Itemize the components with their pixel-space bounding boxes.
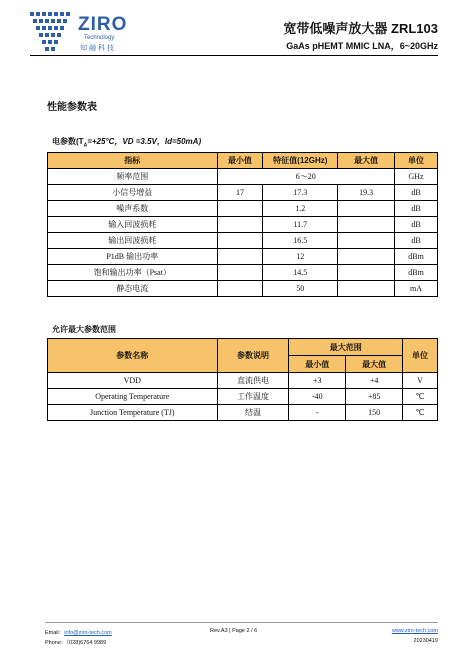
col-header: 特征值(12GHz) — [263, 153, 338, 169]
param-name: 饱和输出功率（Psat） — [48, 265, 218, 281]
col-header: 最大范围 — [289, 339, 403, 356]
max-ratings-title: 允许最大参数范围 — [52, 325, 116, 334]
param-max: 19.3 — [338, 185, 395, 201]
param-typ: 12 — [263, 249, 338, 265]
table-header-row — [48, 339, 438, 356]
param-unit: dBm — [395, 249, 438, 265]
param-typ: 11.7 — [263, 217, 338, 233]
table-row — [48, 265, 438, 281]
col-header: 最小值 — [217, 153, 263, 169]
table-header-row — [48, 153, 438, 169]
footer-email — [45, 628, 112, 636]
table-row — [48, 249, 438, 265]
param-name: VDD — [48, 373, 218, 389]
param-min: - — [289, 405, 346, 421]
param-name: 输出回波损耗 — [48, 233, 218, 249]
param-name: 输入回波损耗 — [48, 217, 218, 233]
param-min — [217, 233, 263, 249]
param-min: 17 — [217, 185, 263, 201]
param-value: 6～20 — [217, 169, 395, 185]
table-row — [48, 281, 438, 297]
param-name: Junction Temperature (TJ) — [48, 405, 218, 421]
param-max: 150 — [346, 405, 403, 421]
param-min — [217, 281, 263, 297]
product-subtitle: GaAs pHEMT MMIC LNA，6~20GHz — [286, 41, 438, 51]
param-min — [217, 265, 263, 281]
param-name: 噪声系数 — [48, 201, 218, 217]
param-unit: ℃ — [403, 405, 438, 421]
param-typ: 1.2 — [263, 201, 338, 217]
param-min — [217, 249, 263, 265]
col-header: 单位 — [403, 339, 438, 373]
product-title: 宽带低噪声放大器 ZRL103 — [283, 21, 438, 36]
param-max — [338, 281, 395, 297]
footer-date: 20230419 — [413, 638, 438, 644]
param-max — [338, 201, 395, 217]
col-header: 最大值 — [338, 153, 395, 169]
col-header: 参数名称 — [48, 339, 218, 373]
logo-subtitle-cn: 知融科技 — [80, 45, 116, 52]
footer-divider — [45, 622, 438, 623]
param-max: +85 — [346, 389, 403, 405]
param-unit: dB — [395, 201, 438, 217]
col-header: 最大值 — [346, 356, 403, 373]
col-header: 参数说明 — [217, 339, 289, 373]
table-row — [48, 185, 438, 201]
param-name: 静态电流 — [48, 281, 218, 297]
header-divider — [30, 55, 438, 56]
electrical-params-table — [47, 152, 438, 297]
col-header: 单位 — [395, 153, 438, 169]
param-max: +4 — [346, 373, 403, 389]
param-unit: dB — [395, 233, 438, 249]
table-row — [48, 169, 438, 185]
elec-title-prefix: 电参数(T — [52, 137, 84, 146]
param-unit: dBm — [395, 265, 438, 281]
param-desc: 结温 — [217, 405, 289, 421]
section-title: 性能参数表 — [47, 102, 97, 113]
table-row — [48, 201, 438, 217]
param-typ: 17.3 — [263, 185, 338, 201]
param-name: Operating Temperature — [48, 389, 218, 405]
col-header: 最小值 — [289, 356, 346, 373]
param-unit: GHz — [395, 169, 438, 185]
table-row — [48, 373, 438, 389]
email-link[interactable]: info@ziro-tech.com — [64, 630, 112, 636]
param-name: 频率范围 — [48, 169, 218, 185]
param-name: 小信号增益 — [48, 185, 218, 201]
elec-title-sub: A — [83, 142, 88, 149]
param-min — [217, 201, 263, 217]
param-desc: 工作温度 — [217, 389, 289, 405]
param-typ: 50 — [263, 281, 338, 297]
table-row — [48, 389, 438, 405]
param-unit: dB — [395, 217, 438, 233]
param-unit: ℃ — [403, 389, 438, 405]
table-row — [48, 217, 438, 233]
param-max — [338, 249, 395, 265]
elec-params-title — [52, 136, 201, 149]
param-typ: 14.5 — [263, 265, 338, 281]
website-link[interactable]: www.ziro-tech.com — [391, 628, 438, 634]
elec-title-suffix: =+25°C，VD =3.5V，Id=50mA) — [87, 137, 202, 146]
param-unit: V — [403, 373, 438, 389]
param-min: +3 — [289, 373, 346, 389]
param-min: -40 — [289, 389, 346, 405]
email-label: Email： — [45, 630, 65, 636]
param-unit: dB — [395, 185, 438, 201]
footer-revision: Rev.A3 | Page 2 / 6 — [210, 628, 258, 634]
param-max — [338, 265, 395, 281]
param-name: P1dB 输出功率 — [48, 249, 218, 265]
param-unit: mA — [395, 281, 438, 297]
table-row — [48, 405, 438, 421]
max-ratings-table — [47, 338, 438, 421]
footer-phone: Phone：（028)6764 9989 — [45, 640, 107, 646]
logo-text: ZIRO — [78, 14, 128, 35]
param-desc: 直流供电 — [217, 373, 289, 389]
param-typ: 16.5 — [263, 233, 338, 249]
param-max — [338, 217, 395, 233]
param-min — [217, 217, 263, 233]
table-row — [48, 233, 438, 249]
col-header: 指标 — [48, 153, 218, 169]
logo-subtitle-en: Technology — [84, 35, 115, 41]
param-max — [338, 233, 395, 249]
